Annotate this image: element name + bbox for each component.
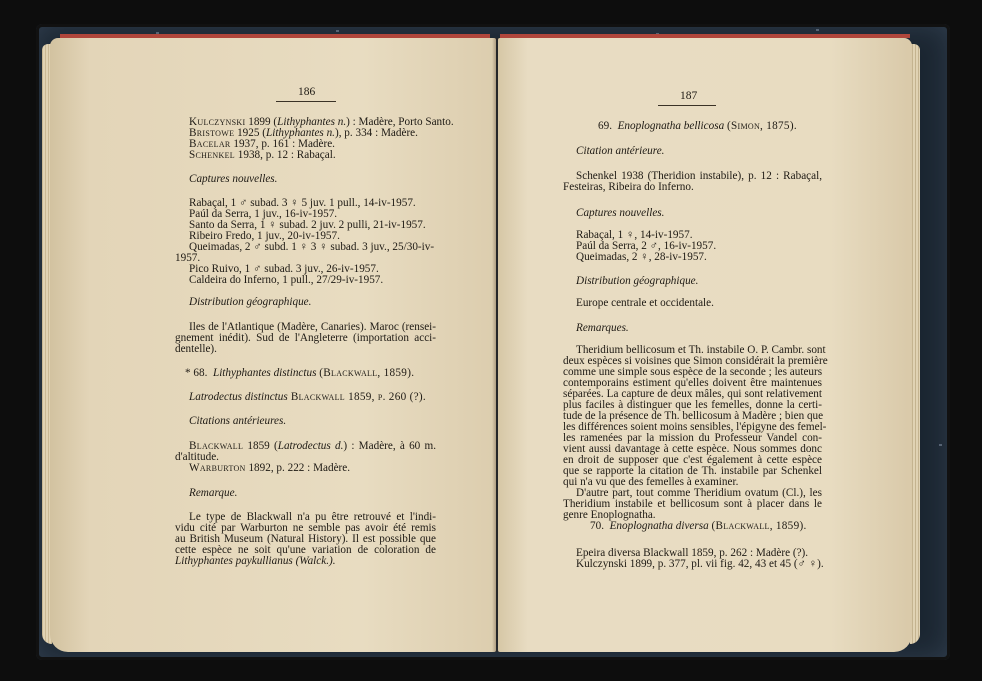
- remarque-line: Theridium instabile et bellicosum sont à placer dans le: [563, 498, 822, 510]
- distribution-line: Iles de l'Atlantique (Madère, Canaries). Maroc (rensei-: [189, 321, 436, 333]
- synonym-line: Epeira diversa Blackwall 1859, p. 262 : Madère (?).: [576, 547, 809, 559]
- page-rule: [658, 105, 716, 106]
- remarque-line: vidu cité par Warburton ne semble pas avoir été remis: [175, 522, 436, 534]
- remarque-line: comme une simple sous espèce de la seconde ; les auteurs: [563, 366, 823, 378]
- capture-line: Queimadas, 2 ♂ subd. 1 ♀ 3 ♀ subad. 3 juv., 25/30-iv-: [189, 241, 435, 253]
- capture-line: Caldeira do Inferno, 1 pull., 27/29-iv-1957.: [189, 274, 384, 286]
- reference-line: Schenkel 1938, p. 12 : Rabaçal.: [189, 149, 336, 161]
- remarque-line: Lithyphantes paykullianus (Walck.).: [175, 555, 336, 567]
- remarque-line: séparées. La capture de deux mâles, qui sont relativement: [563, 388, 822, 400]
- reference-line: Bacelar 1937, p. 161 : Madère.: [189, 138, 335, 150]
- remarque-line: D'autre part, tout comme Theridium ovatum (Cl.), les: [576, 487, 822, 499]
- right-page: [498, 38, 912, 652]
- distribution-line: dentelle).: [175, 343, 217, 355]
- capture-line: Paúl da Serra, 1 juv., 16-iv-1957.: [189, 208, 338, 220]
- remarque-line: les différences soient moins sensibles, l'épigyne des femel-: [563, 421, 827, 433]
- capture-line: Rabaçal, 1 ♀, 14-iv-1957.: [576, 229, 693, 241]
- page-rule: [276, 101, 336, 102]
- capture-line: Paúl da Serra, 2 ♂, 16-iv-1957.: [576, 240, 717, 252]
- citation-line: Warburton 1892, p. 222 : Madère.: [189, 462, 351, 474]
- section-heading: Citation antérieure.: [576, 145, 665, 157]
- remarque-line: tude de la présence de Th. bellicosum à Madère ; bien que: [563, 410, 824, 422]
- capture-line: 1957.: [175, 252, 201, 264]
- remarque-line: plus faciles à distinguer que les femelles, donne la certi-: [563, 399, 822, 411]
- section-heading: Distribution géographique.: [189, 296, 312, 308]
- remarque-line: au British Museum (Natural History). Il est possible que: [175, 533, 436, 545]
- remarque-line: Le type de Blackwall n'a pu être retrouvé et l'indi-: [189, 511, 436, 523]
- page-number: 186: [298, 86, 316, 98]
- species-heading: 70. Enoplognatha diversa (Blackwall, 1859).: [590, 520, 807, 532]
- capture-line: Santo da Serra, 1 ♀ subad. 2 juv. 2 pulli, 21-iv-1957.: [189, 219, 426, 231]
- section-heading: Remarques.: [576, 322, 629, 334]
- remarque-line: qui n'a vu que des femelles à examiner.: [563, 476, 739, 488]
- left-page: [50, 38, 496, 652]
- section-heading: Captures nouvelles.: [189, 173, 278, 185]
- section-heading: Remarque.: [189, 487, 238, 499]
- distribution-line: Europe centrale et occidentale.: [576, 297, 714, 309]
- reference-line: Bristowe 1925 (Lithyphantes n.), p. 334 : Madère.: [189, 127, 418, 139]
- citation-line: d'altitude.: [175, 451, 219, 463]
- synonym-line: Latrodectus distinctus Blackwall 1859, p. 260 (?).: [189, 391, 426, 403]
- capture-line: Ribeiro Fredo, 1 juv., 20-iv-1957.: [189, 230, 340, 242]
- remarque-line: deux espèces si voisines que Simon considérait la première: [563, 355, 828, 367]
- section-heading: Captures nouvelles.: [576, 207, 665, 219]
- section-heading: Distribution géographique.: [576, 275, 699, 287]
- remarque-line: genre Enoplognatha.: [563, 509, 656, 521]
- citation-line: Blackwall 1859 (Latrodectus d.) : Madère, à 60 m.: [189, 440, 436, 452]
- remarque-line: Theridium bellicosum et Th. instabile O. P. Cambr. sont: [576, 344, 826, 356]
- capture-line: Queimadas, 2 ♀, 28-iv-1957.: [576, 251, 707, 263]
- species-heading: 69. Enoplognatha bellicosa (Simon, 1875).: [598, 120, 797, 132]
- remarque-line: contemporains estiment qu'elles doivent être maintenues: [563, 377, 822, 389]
- capture-line: Rabaçal, 1 ♂ subad. 3 ♀ 5 juv. 1 pull., 14-iv-1957.: [189, 197, 416, 209]
- species-heading: * 68. Lithyphantes distinctus (Blackwall, 1859).: [185, 367, 415, 379]
- remarque-line: les ramenées par la mission du Professeur Vandel con-: [563, 432, 822, 444]
- reference-line: Kulczynski 1899 (Lithyphantes n.) : Madère, Porto Santo.: [189, 116, 454, 128]
- citation-line: Schenkel 1938 (Theridion instabile), p. 12 : Rabaçal,: [576, 170, 822, 182]
- capture-line: Pico Ruivo, 1 ♂ subad. 3 juv., 26-iv-1957.: [189, 263, 379, 275]
- remarque-line: cette espèce ne soit qu'une variation de coloration de: [175, 544, 436, 556]
- page-number: 187: [680, 90, 698, 102]
- section-heading: Citations antérieures.: [189, 415, 287, 427]
- remarque-line: que se rapporte la citation de Th. instabile par Schenkel: [563, 465, 822, 477]
- distribution-line: gnement inédit). Sud de l'Angleterre (importation acci-: [175, 332, 436, 344]
- remarque-line: vient aussi davantage à cette espèce. Nous sommes donc: [563, 443, 822, 455]
- remarque-line: en droit de supposer que c'est également à cette espèce: [563, 454, 822, 466]
- citation-line: Festeiras, Ribeira do Inferno.: [563, 181, 694, 193]
- reference-line: Kulczynski 1899, p. 377, pl. vii fig. 42, 43 et 45 (♂ ♀).: [576, 558, 824, 570]
